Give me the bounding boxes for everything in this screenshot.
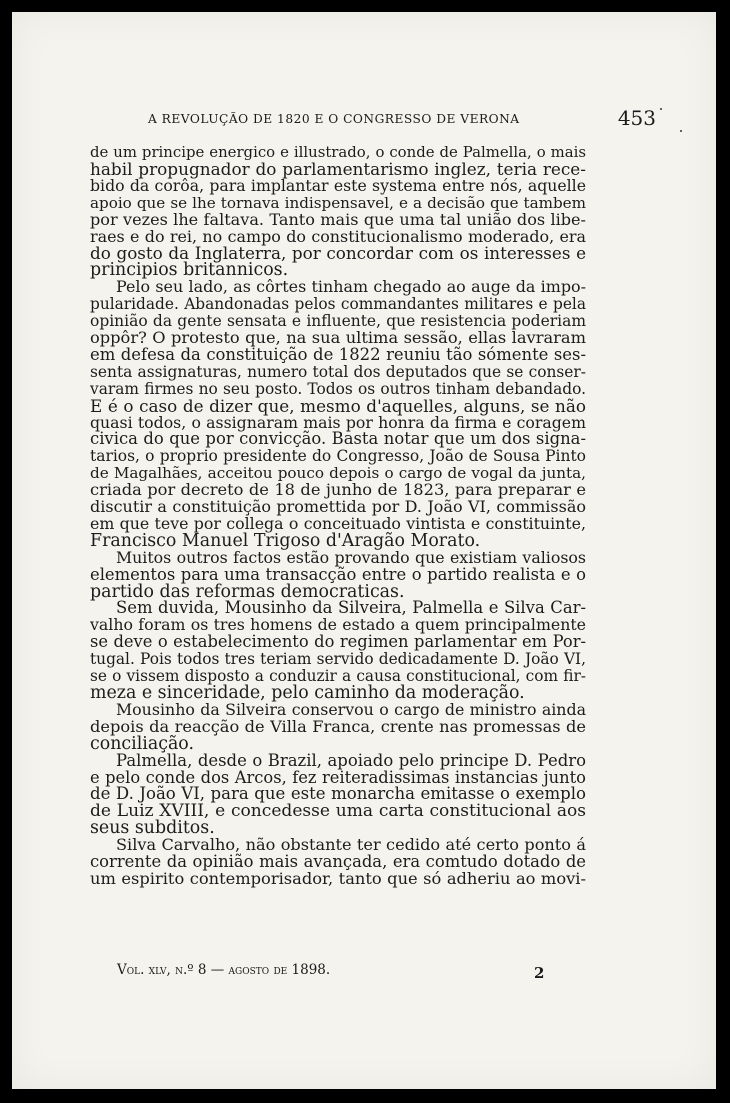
text-line: partido das reformas democraticas. bbox=[90, 581, 405, 602]
text-line: oppôr? O protesto que, na sua ultima sessão, ellas lavraram bbox=[90, 327, 586, 347]
text-line: raes e do rei, no campo do constitucionalismo moderado, era bbox=[90, 226, 586, 246]
paper-speck bbox=[680, 130, 682, 132]
text-line: um espirito contemporisador, tanto que só adheriu ao movi- bbox=[90, 868, 586, 888]
text-line: corrente da opinião mais avançada, era comtudo dotado de bbox=[90, 852, 586, 872]
text-line: Mousinho da Silveira conservou o cargo de ministro ainda bbox=[116, 699, 586, 719]
text-line: depois da reacção de Villa Franca, crente nas promessas de bbox=[90, 716, 586, 736]
paper-speck bbox=[660, 108, 662, 110]
text-line: criada por decreto de 18 de junho de 1823, para preparar e bbox=[90, 480, 586, 500]
text-line: Silva Carvalho, não obstante ter cedido até certo ponto á bbox=[116, 835, 586, 855]
text-line: tarios, o proprio presidente do Congresso, João de Sousa Pinto bbox=[90, 447, 586, 466]
text-line: em defesa da constituição de 1822 reuniu tão sómente ses- bbox=[90, 344, 586, 364]
text-line: elementos para uma transacção entre o partido realista e o bbox=[90, 564, 586, 584]
text-line: de Magalhães, acceitou pouco depois o cargo de vogal da junta, bbox=[90, 464, 586, 483]
text-line: de um principe energico e illustrado, o conde de Palmella, o mais bbox=[90, 143, 586, 161]
text-line: discutir a constituição promettida por D. João VI, commissão bbox=[90, 497, 586, 517]
text-line: seus subditos. bbox=[90, 818, 215, 839]
text-line: bido da corôa, para implantar este systema entre nós, aquelle bbox=[90, 175, 586, 195]
text-line: se o vissem disposto a conduzir a causa constitucional, com fir- bbox=[90, 667, 586, 686]
page-number: 453 bbox=[617, 106, 656, 130]
document-page bbox=[12, 12, 716, 1089]
text-line: quasi todos, o assignaram mais por honra da firma e coragem bbox=[90, 412, 586, 432]
text-line: de D. João VI, para que este monarcha emitasse o exemplo bbox=[90, 784, 586, 804]
running-header bbox=[100, 102, 656, 132]
body-text bbox=[90, 144, 586, 888]
text-line: principios britannicos. bbox=[90, 260, 289, 281]
text-line: se deve o estabelecimento do regimen parlamentar em Por- bbox=[90, 632, 586, 652]
text-line: do gosto da Inglaterra, por concordar com os interesses e bbox=[90, 243, 586, 264]
text-line: senta assignaturas, numero total dos deputados que se conser- bbox=[90, 362, 586, 381]
text-line: Sem duvida, Mousinho da Silveira, Palmella e Silva Car- bbox=[116, 598, 586, 618]
text-line: conciliação. bbox=[90, 733, 195, 754]
text-line: E é o caso de dizer que, mesmo d'aquelles, alguns, se não bbox=[90, 395, 586, 416]
text-line: opinião da gente sensata e influente, que resistencia poderiam bbox=[90, 312, 586, 331]
text-line: varam firmes no seu posto. Todos os outros tinham debandado. bbox=[90, 379, 586, 398]
text-line: Pelo seu lado, as côrtes tinham chegado ao auge da impo- bbox=[116, 277, 586, 297]
text-line: por vezes lhe faltava. Tanto mais que uma tal união dos libe- bbox=[90, 209, 586, 229]
text-line: Muitos outros factos estão provando que existiam valiosos bbox=[116, 547, 586, 567]
text-line: civica do que por convicção. Basta notar que um dos signa- bbox=[90, 429, 586, 449]
text-line: valho foram os tres homens de estado a quem principalmente bbox=[90, 615, 586, 635]
header-title: A REVOLUÇÃO DE 1820 E O CONGRESSO DE VERONA bbox=[148, 112, 520, 126]
text-line: em que teve por collega o conceituado vintista e constituinte, bbox=[90, 513, 586, 533]
footer-signature-line: Vol. xlv, n.º 8 — agosto de 1898. bbox=[117, 962, 331, 978]
text-line: de Luiz XVIII, e concedesse uma carta constitucional aos bbox=[90, 801, 586, 822]
text-line: apoio que se lhe tornava indispensavel, e a decisão que tambem bbox=[90, 193, 586, 212]
text-line: Palmella, desde o Brazil, apoiado pelo principe D. Pedro bbox=[116, 750, 586, 770]
text-line: tugal. Pois todos tres teriam servido dedicadamente D. João VI, bbox=[90, 650, 586, 669]
text-line: habil propugnador do parlamentarismo inglez, teria rece- bbox=[90, 158, 586, 179]
text-line: Francisco Manuel Trigoso d'Aragão Morato. bbox=[90, 530, 481, 551]
text-line: pularidade. Abandonadas pelos commandantes militares e pela bbox=[90, 295, 586, 314]
text-line: e pelo conde dos Arcos, fez reiteradissimas instancias junto bbox=[90, 767, 586, 787]
text-line: meza e sinceridade, pelo caminho da moderação. bbox=[90, 683, 525, 703]
printer-signature-mark: 2 bbox=[534, 964, 545, 982]
